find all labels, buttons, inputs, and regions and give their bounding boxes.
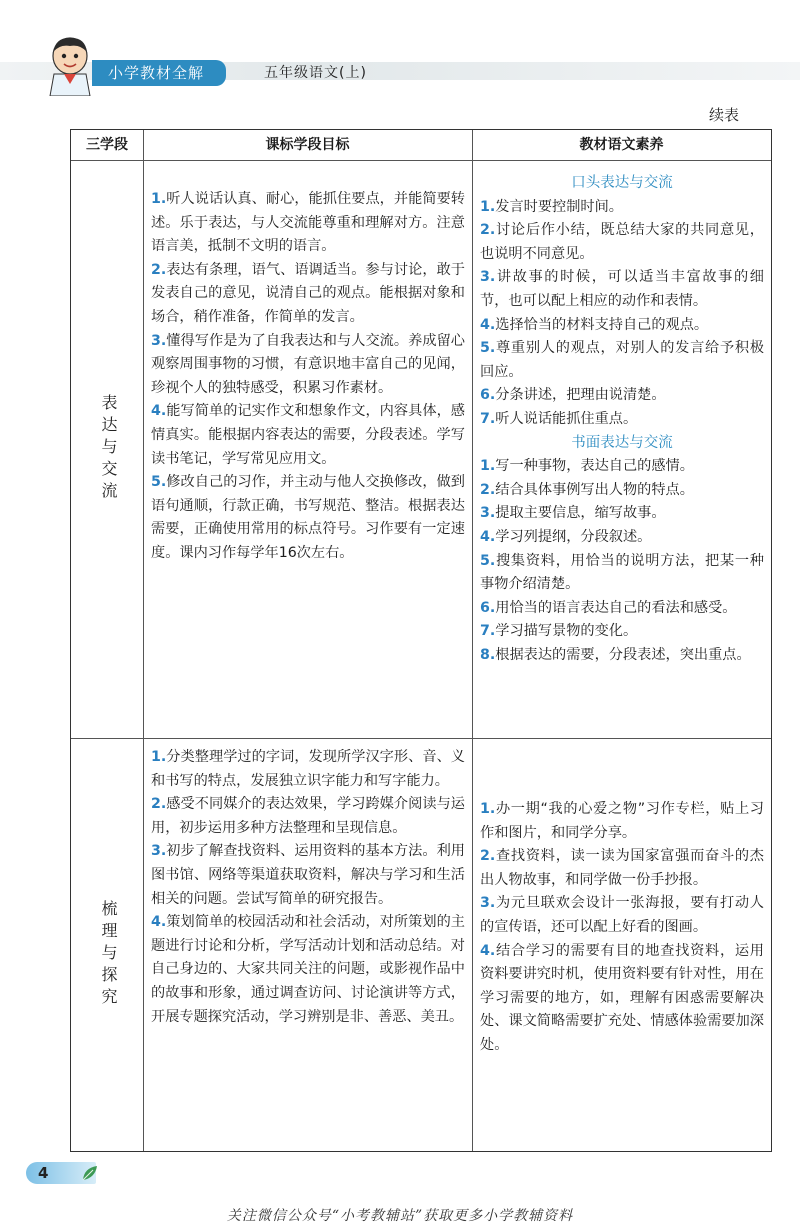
goals-expression xyxy=(151,188,465,566)
literacy-item: 4.结合学习的需要有目的地查找资料，运用资料要讲究时机，使用资料要有针对性，用在学习需要的地方，如，理解有困惑需要解决处、课文简略需要扩充处、情感体验需要加深处。 xyxy=(480,942,764,1053)
section-label-inquiry: 梳理与探究 xyxy=(99,900,118,1010)
goal-item: 5.修改自己的习作，并主动与他人交换修改，做到语句通顺，行款正确，书写规范、整洁。根据表达需要，正确使用常用的标点符号。习作要有一定速度。课内习作每学年16次左右。 xyxy=(151,474,465,561)
literacy-item: 7.听人说话能抓住重点。 xyxy=(480,410,638,427)
literacy-inquiry xyxy=(480,798,764,1058)
section-label-expression: 表达与交流 xyxy=(99,394,118,504)
literacy-item: 4.选择恰当的材料支持自己的观点。 xyxy=(480,316,709,333)
literacy-item: 1.办一期“我的心爱之物”习作专栏，贴上习作和图片，和同学分享。 xyxy=(480,801,764,841)
leaf-icon xyxy=(80,1163,100,1183)
section-divider xyxy=(71,738,771,739)
literacy-item: 6.用恰当的语言表达自己的看法和感受。 xyxy=(480,599,737,616)
page-header xyxy=(0,0,800,100)
page-number: 4 xyxy=(38,1164,49,1182)
goal-item: 2.感受不同媒介的表达效果，学习跨媒介阅读与运用，初步运用多种方法整理和呈现信息。 xyxy=(151,796,465,836)
subhead-written: 书面表达与交流 xyxy=(571,434,673,451)
literacy-item: 8.根据表达的需要，分段表述，突出重点。 xyxy=(480,646,751,663)
goal-item: 4.能写简单的记实作文和想象作文，内容具体，感情真实。能根据内容表达的需要，分段表述。学写读书笔记，学写常见应用文。 xyxy=(151,403,465,467)
literacy-item: 2.结合具体事例写出人物的特点。 xyxy=(480,481,694,498)
book-title: 五年级语文(上) xyxy=(264,65,367,81)
header-divider xyxy=(71,160,771,161)
curriculum-table xyxy=(70,129,772,1152)
literacy-item: 6.分条讲述，把理由说清楚。 xyxy=(480,387,666,404)
goal-item: 1.分类整理学过的字词，发现所学汉字形、音、义和书写的特点，发展独立识字能力和写字能力。 xyxy=(151,749,465,789)
brand-label: 小学教材全解 xyxy=(108,64,205,82)
column-divider xyxy=(472,130,473,1151)
literacy-item: 3.讲故事的时候，可以适当丰富故事的细节，也可以配上相应的动作和表情。 xyxy=(480,269,764,309)
header-stage: 三学段 xyxy=(86,137,128,153)
goals-inquiry xyxy=(151,746,465,1029)
footer-note: 关注微信公众号“小考教辅站”获取更多小学教辅资料 xyxy=(226,1208,574,1224)
literacy-item: 3.为元旦联欢会设计一张海报，要有打动人的宣传语，还可以配上好看的图画。 xyxy=(480,895,764,935)
literacy-item: 3.提取主要信息，缩写故事。 xyxy=(480,505,666,522)
column-divider xyxy=(143,130,144,1151)
literacy-item: 1.写一种事物，表达自己的感情。 xyxy=(480,458,694,475)
continued-label: 续表 xyxy=(709,106,740,124)
header-goals: 课标学段目标 xyxy=(265,137,350,153)
literacy-item: 5.尊重别人的观点，对别人的发言给予积极回应。 xyxy=(480,340,764,380)
literacy-item: 2.查找资料，读一读为国家富强而奋斗的杰出人物故事，和同学做一份手抄报。 xyxy=(480,848,764,888)
header-literacy: 教材语文素养 xyxy=(579,137,664,153)
subhead-oral: 口头表达与交流 xyxy=(571,175,673,191)
literacy-expression xyxy=(480,172,764,667)
goal-item: 2.表达有条理，语气、语调适当。参与讨论，敢于发表自己的意见，说清自己的观点。能根据对象和场合，稍作准备，作简单的发言。 xyxy=(151,261,465,325)
goal-item: 1.听人说话认真、耐心，能抓住要点，并能简要转述。乐于表达，与人交流能尊重和理解对方。注意语言美，抵制不文明的语言。 xyxy=(151,191,465,255)
goal-item: 4.策划简单的校园活动和社会活动，对所策划的主题进行讨论和分析，学写活动计划和活动总结。对自己身边的、大家共同关注的问题，或影视作品中的故事和形象，通过调查访问、讨论演讲等方式，开展专题探究活动，学习辨别是非、善恶、美丑。 xyxy=(151,914,465,1025)
literacy-item: 5.搜集资料，用恰当的说明方法，把某一种事物介绍清楚。 xyxy=(480,552,764,593)
mascot-boy-icon xyxy=(40,34,100,96)
literacy-item: 7.学习描写景物的变化。 xyxy=(480,623,638,640)
literacy-item: 1.发言时要控制时间。 xyxy=(480,198,623,215)
literacy-item: 4.学习列提纲，分段叙述。 xyxy=(480,528,652,545)
literacy-item: 2.讨论后作小结，既总结大家的共同意见，也说明不同意见。 xyxy=(480,222,764,262)
goal-item: 3.懂得写作是为了自我表达和与人交流。养成留心观察周围事物的习惯，有意识地丰富自己的见闻，珍视个人的独特感受，积累习作素材。 xyxy=(151,332,465,396)
goal-item: 3.初步了解查找资料、运用资料的基本方法。利用图书馆、网络等渠道获取资料，解决与学习和生活相关的问题。尝试写简单的研究报告。 xyxy=(151,843,465,907)
